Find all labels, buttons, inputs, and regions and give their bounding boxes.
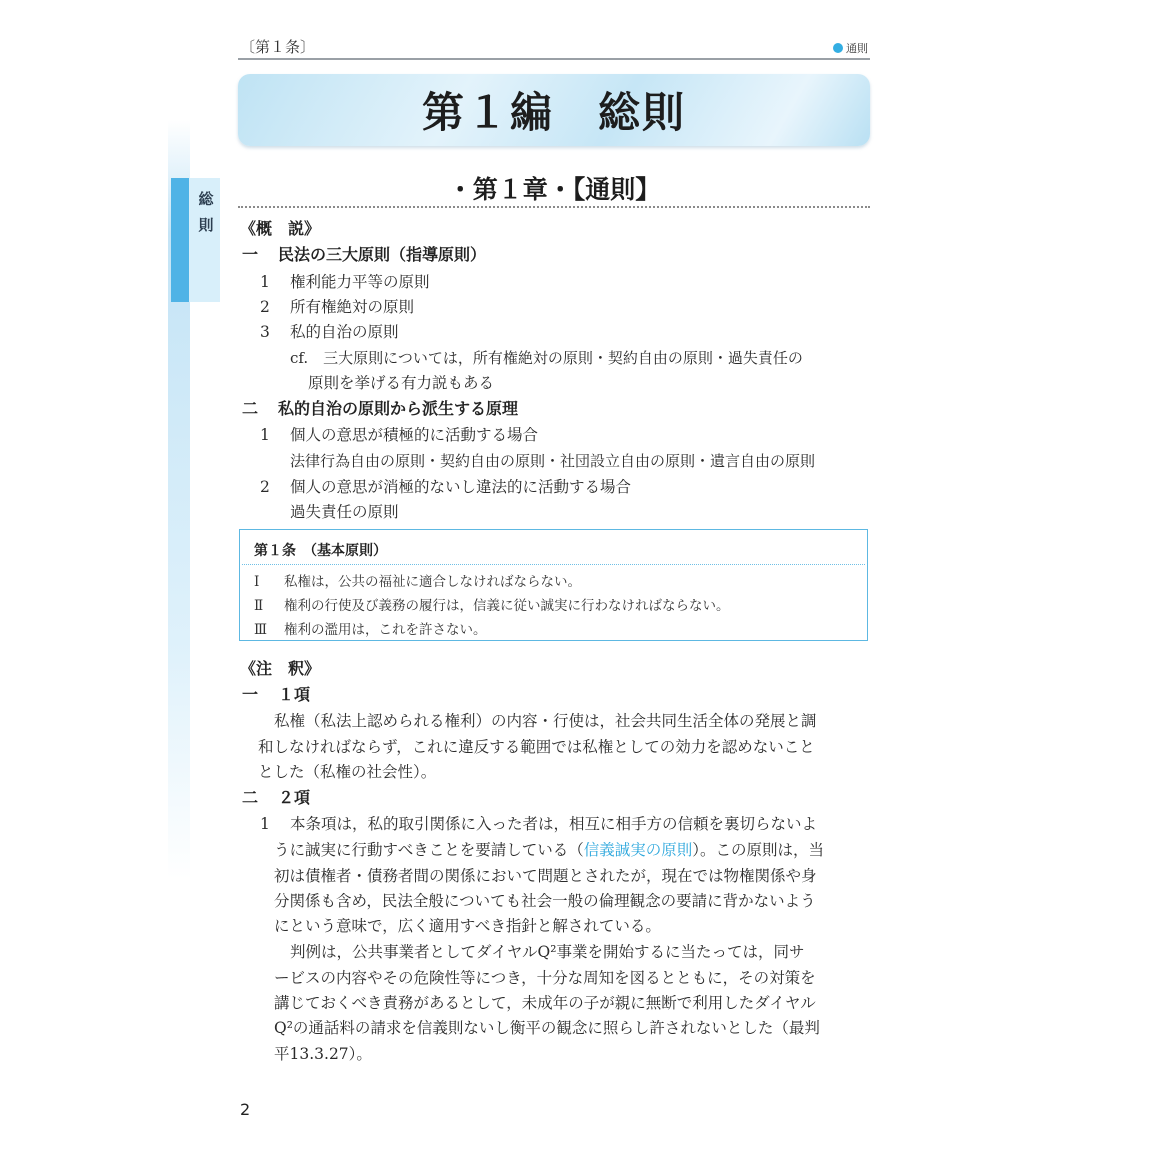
paragraph-num: Ⅰ <box>254 574 260 590</box>
chapter-title: ・第１章・【通則】 <box>447 175 661 204</box>
commentary-p2-num: 二 <box>242 788 259 807</box>
section-label: 通則 <box>846 42 868 55</box>
paragraph-num: Ⅲ <box>254 622 268 638</box>
overview-cf-line: 原則を挙げる有力説もある <box>308 374 495 392</box>
bullet-dot-icon <box>833 43 843 53</box>
overview-i-item-num: 3 <box>260 323 270 341</box>
chapter-dotted-rule <box>238 206 870 208</box>
overview-ii-item-sub: 法律行為自由の原則・契約自由の原則・社団設立自由の原則・遺言自由の原則 <box>290 452 816 470</box>
side-tab-bar <box>171 178 189 302</box>
overview-ii-item-num: 1 <box>260 426 270 444</box>
overview-ii-item-text: 個人の意思が積極的に活動する場合 <box>290 426 539 444</box>
overview-i-title: 民法の三大原則（指導原則） <box>278 245 487 264</box>
header-rule <box>238 58 870 60</box>
running-header-article: 〔第１条〕 <box>240 38 316 56</box>
overview-i-item-num: 2 <box>260 298 270 316</box>
overview-i-item-text: 権利能力平等の原則 <box>290 273 430 291</box>
paragraph-num: Ⅱ <box>254 598 264 614</box>
commentary-p2-item-num: 1 <box>260 815 270 833</box>
overview-i-num: 一 <box>242 245 259 264</box>
commentary-line <box>274 840 824 860</box>
article-box-rule <box>242 564 865 565</box>
article-box-title: 第１条 （基本原則） <box>254 543 387 559</box>
part-title: 第１編 総則 <box>421 88 686 137</box>
section-side-tab <box>171 178 220 302</box>
article-box <box>239 529 868 641</box>
article-paragraph <box>254 618 487 638</box>
commentary-line: 平13.3.27）。 <box>274 1045 372 1063</box>
paragraph-text: 権利の行使及び義務の履行は，信義に従い誠実に行わなければならない。 <box>284 598 730 614</box>
article-paragraph <box>254 570 581 590</box>
overview-ii-item-num: 2 <box>260 478 270 496</box>
page-number: 2 <box>240 1100 251 1119</box>
running-header-section <box>833 40 868 56</box>
part-banner <box>238 74 870 146</box>
commentary-line: 本条項は，私的取引関係に入った者は，相互に相手方の信頼を裏切らないよ <box>290 815 818 833</box>
overview-cf-line: cf. 三大原則については，所有権絶対の原則・契約自由の原則・過失責任の <box>290 349 803 367</box>
commentary-line: 初は債権者・債務者間の関係において問題とされたが，現在では物権関係や身 <box>274 867 817 885</box>
commentary-p2-title: ２項 <box>278 788 311 807</box>
commentary-line: ービスの内容やその危険性等につき，十分な周知を図るとともに，その対策を <box>274 969 816 987</box>
commentary-line: 分関係も含め，民法全般についても社会一般の倫理観念の要請に背かないよう <box>274 892 816 910</box>
paragraph-text: 私権は，公共の福祉に適合しなければならない。 <box>284 574 581 590</box>
overview-ii-item-sub: 過失責任の原則 <box>290 503 399 521</box>
commentary-line: 判例は，公共事業者としてダイヤルQ²事業を開始するに当たっては，同サ <box>290 943 805 961</box>
overview-ii-title: 私的自治の原則から派生する原理 <box>278 399 519 418</box>
commentary-p1-title: １項 <box>278 685 311 704</box>
keyword-highlight: 信義誠実の原則 <box>583 841 693 859</box>
overview-ii-item-text: 個人の意思が消極的ないし違法的に活動する場合 <box>290 478 632 496</box>
overview-ii-num: 二 <box>242 399 259 418</box>
commentary-line: 講じておくべき責務があるとして，未成年の子が親に無断で利用したダイヤル <box>274 994 816 1012</box>
commentary-heading: 《注 釈》 <box>240 659 321 678</box>
paragraph-text: 権利の濫用は，これを許さない。 <box>284 622 487 638</box>
commentary-p1-num: 一 <box>242 685 259 704</box>
article-paragraph <box>254 594 730 614</box>
line-text: うに誠実に行動すべきことを要請している（ <box>274 841 584 859</box>
commentary-line: にという意味で，広く適用すべき指針と解されている。 <box>274 917 661 935</box>
commentary-line: 和しなければならず，これに違反する範囲では私権としての効力を認めないこと <box>258 738 815 756</box>
commentary-line: 私権（私法上認められる権利）の内容・行使は，社会共同生活全体の発展と調 <box>274 712 817 730</box>
commentary-line: Q²の通話料の請求を信義則ないし衡平の観念に照らし許されないとした（最判 <box>274 1019 820 1037</box>
overview-heading: 《概 説》 <box>240 219 321 238</box>
commentary-line: とした（私権の社会性）。 <box>258 763 437 781</box>
line-text: ）。この原則は，当 <box>692 841 824 859</box>
overview-i-item-text: 私的自治の原則 <box>290 323 399 341</box>
side-tab-label: 総則 <box>198 190 214 234</box>
overview-i-item-text: 所有権絶対の原則 <box>290 298 415 316</box>
overview-i-item-num: 1 <box>260 273 270 291</box>
